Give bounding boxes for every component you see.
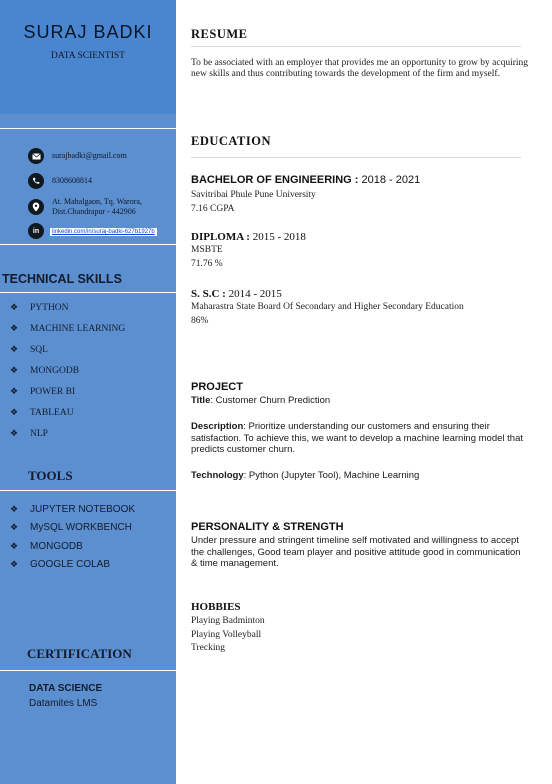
personality-heading: PERSONALITY & STRENGTH (191, 521, 344, 533)
skill-item: ❖ POWER BI (10, 386, 76, 397)
contact-linkedin[interactable] (28, 223, 157, 239)
phone-text: 8308608814 (52, 176, 92, 185)
hobby-item: Trecking (191, 643, 225, 653)
address-line-2: Dist.Chandrapur - 442906 (52, 207, 136, 216)
certification-title: DATA SCIENCE (29, 683, 103, 694)
diamond-bullet-icon: ❖ (10, 344, 19, 354)
education-detail: 7.16 CGPA (191, 204, 235, 214)
diamond-bullet-icon: ❖ (10, 386, 19, 396)
skill-item: ❖ NLP (10, 428, 48, 439)
email-text: surajbadki@gmail.com (52, 151, 127, 160)
resume-heading: RESUME (191, 27, 248, 41)
certification-heading: CERTIFICATION (27, 646, 132, 661)
section-divider (191, 157, 521, 158)
phone-icon (28, 173, 44, 189)
education-detail: Maharastra State Board Of Secondary and Higher Secondary Education (191, 302, 464, 312)
technical-skills-heading: TECHNICAL SKILLS (2, 272, 122, 286)
address-line-1: At. Mahalgaon, Tq. Warora, (52, 197, 142, 206)
sidebar-divider (0, 490, 176, 491)
education-degree: S. S.C : 2014 - 2015 (191, 288, 282, 300)
diamond-bullet-icon: ❖ (10, 323, 19, 333)
skill-item: ❖ SQL (10, 344, 48, 355)
tools-heading: TOOLS (28, 468, 73, 483)
candidate-title: DATA SCIENTIST (51, 51, 125, 61)
sidebar-divider (0, 670, 176, 671)
education-detail: 86% (191, 316, 209, 326)
hobbies-heading: HOBBIES (191, 601, 241, 613)
sidebar-divider (0, 128, 176, 129)
contact-phone (28, 173, 92, 189)
skill-item: ❖ MONGODB (10, 365, 80, 376)
diamond-bullet-icon: ❖ (10, 522, 19, 532)
sidebar-divider (0, 292, 176, 293)
contact-email (28, 148, 127, 164)
tool-item: ❖ JUPYTER NOTEBOOK (10, 504, 136, 515)
diamond-bullet-icon: ❖ (10, 407, 19, 417)
name-block (0, 0, 176, 114)
education-detail: 71.76 % (191, 259, 223, 269)
diamond-bullet-icon: ❖ (10, 504, 19, 514)
linkedin-icon: in (28, 223, 44, 239)
objective-text: To be associated with an employer that provides me an opportunity to grow by acquiring new skills and thus contributing towards the development of the firm and myself. (191, 58, 529, 79)
education-detail: MSBTE (191, 245, 223, 255)
personality-text: Under pressure and stringent timeline self motivated and willingness to accept the challenges, Good team player and positive attitude good in communication & time management. (191, 535, 521, 569)
tool-item: ❖ MONGODB (10, 541, 83, 552)
tool-item: ❖ MySQL WORKBENCH (10, 522, 132, 533)
education-heading: EDUCATION (191, 134, 271, 148)
education-degree: DIPLOMA : 2015 - 2018 (191, 231, 306, 243)
education-detail: Savitribai Phule Pune University (191, 190, 316, 200)
hobby-item: Playing Badminton (191, 616, 265, 626)
skill-item: ❖ PYTHON (10, 302, 69, 313)
project-title: Title: Customer Churn Prediction (191, 395, 331, 406)
skill-item: ❖ MACHINE LEARNING (10, 323, 126, 334)
diamond-bullet-icon: ❖ (10, 365, 19, 375)
certification-org: Datamites LMS (29, 698, 98, 709)
project-technology: Technology: Python (Jupyter Tool), Machine Learning (191, 470, 420, 481)
skill-item: ❖ TABLEAU (10, 407, 74, 418)
contact-address (28, 197, 142, 217)
hobby-item: Playing Volleyball (191, 630, 262, 640)
diamond-bullet-icon: ❖ (10, 559, 19, 569)
education-degree: BACHELOR OF ENGINEERING : 2018 - 2021 (191, 174, 421, 186)
location-icon (28, 199, 44, 215)
diamond-bullet-icon: ❖ (10, 428, 19, 438)
address-text (52, 197, 142, 217)
candidate-name: SURAJ BADKI (23, 22, 153, 42)
diamond-bullet-icon: ❖ (10, 541, 19, 551)
linkedin-link[interactable]: linkedin.com/in/suraj-badki-627b1927b (52, 229, 155, 235)
tool-item: ❖ GOOGLE COLAB (10, 559, 111, 570)
section-divider (191, 46, 521, 47)
project-description: Description: Prioritize understanding our customers and ensuring their satisfaction. To achieve this, we want to develop a machine learning model that predicts customer churn. (191, 421, 523, 455)
diamond-bullet-icon: ❖ (10, 302, 19, 312)
project-heading: PROJECT (191, 381, 243, 393)
email-icon (28, 148, 44, 164)
sidebar-divider (0, 244, 176, 245)
sidebar (0, 0, 176, 784)
